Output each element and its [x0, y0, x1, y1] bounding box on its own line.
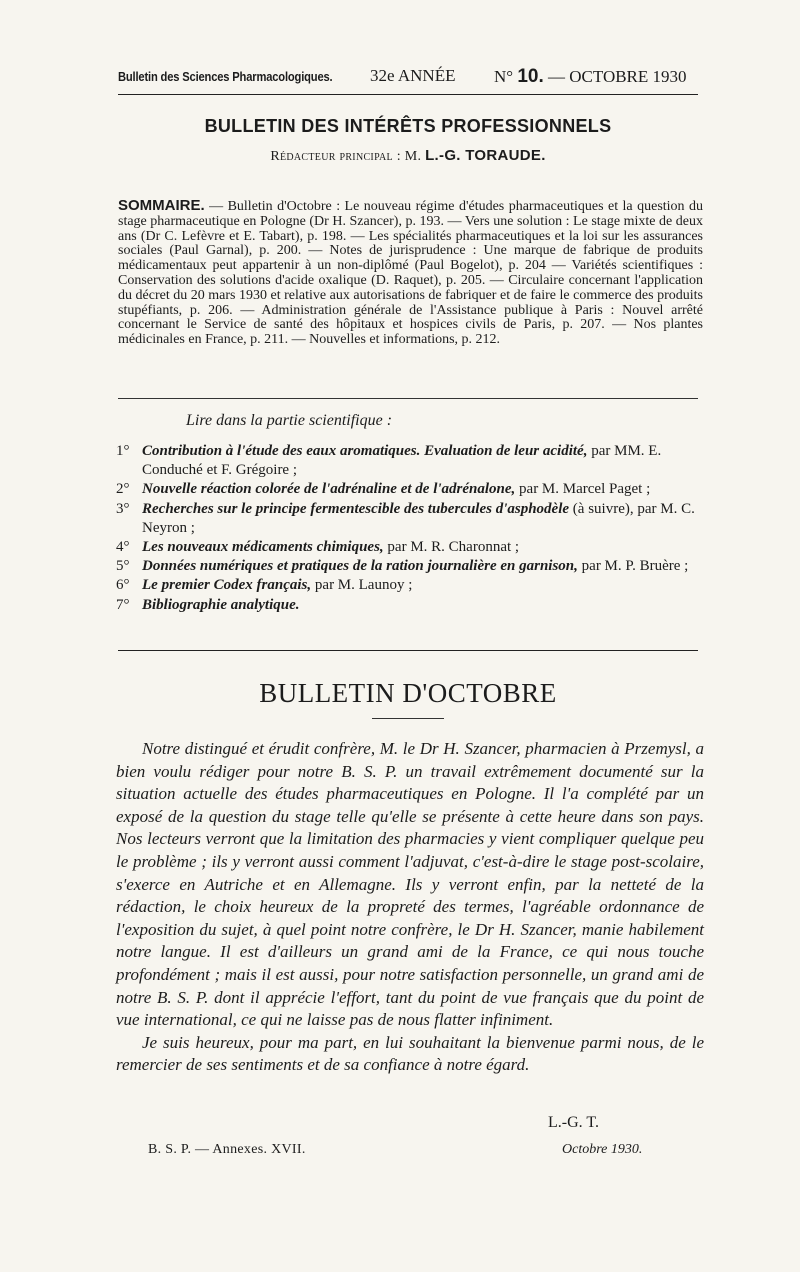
- sommaire-rule: [118, 398, 698, 399]
- list-item: [116, 500, 706, 538]
- item-number: 7°: [116, 596, 130, 613]
- article-signature: L.-G. T.: [548, 1114, 599, 1131]
- issue-number-prefix: N°: [494, 67, 514, 86]
- volume-year: 32e ANNÉE: [370, 66, 456, 85]
- sommaire-block: [118, 199, 703, 348]
- list-item: [116, 442, 706, 480]
- scientific-contents-list: [116, 442, 706, 615]
- item-title: Nouvelle réaction colorée de l'adrénaline et de l'adrénalone,: [142, 481, 516, 498]
- sommaire-text: — Bulletin d'Octobre : Le nouveau régime d'études pharmaceutiques et la question du stage pharmaceutique en Pologne (Dr H. Szancer), p. 193. — Vers une solution : Le stage mixte de deux ans (Dr C. Lefèvre et E. Tabart), p. 198. — Les spécialités pharmaceutiques et la loi sur les assurances sociales (Paul Garnal), p. 200. — Notes de jurisprudence : Une marque de fabrique de produits médicamentaux peut appartenir à un non-diplômé (Paul Bogelot), p. 204 — Variétés scientifiques : Conservation des solutions d'acide oxalique (D. Raquet), p. 205. — Circulaire concernant l'application du décret du 20 mars 1930 et relative aux autorisations de fabriquer et de faire le commerce des produits stupéfiants, p. 206. — Administration générale de l'Assistance publique à Paris : Nouvel arrêté concernant le Service de santé des hôpitaux et hospices civils de Paris, p. 207. — Nos plantes médicinales en France, p. 211. — Nouvelles et informations, p. 212.: [118, 199, 703, 348]
- item-number: 2°: [116, 481, 130, 498]
- item-title: Les nouveaux médicaments chimiques,: [142, 539, 384, 556]
- section-title: BULLETIN DES INTÉRÊTS PROFESSIONNELS: [204, 116, 612, 136]
- item-authors: par M. Marcel Paget ;: [515, 481, 651, 498]
- item-number: 6°: [116, 577, 130, 594]
- item-title: Bibliographie analytique.: [142, 596, 300, 613]
- footer-date-text: Octobre 1930.: [562, 1142, 643, 1157]
- issue-month: — OCTOBRE 1930: [548, 67, 687, 86]
- list-item: [116, 557, 706, 576]
- list-item: [116, 538, 706, 557]
- scientific-part-heading: Lire dans la partie scientifique :: [186, 412, 393, 429]
- journal-name: Bulletin des Sciences Pharmacologiques.: [118, 69, 333, 84]
- item-title: Le premier Codex français,: [142, 577, 312, 594]
- footer-date: [562, 1142, 642, 1158]
- article-paragraph: Je suis heureux, pour ma part, en lui souhaitant la bienvenue parmi nous, de le remercier de ses sentiments et de sa confiance à notre égard.: [116, 1032, 704, 1075]
- item-number: 5°: [116, 558, 130, 575]
- item-number: 4°: [116, 539, 130, 556]
- article-body: [116, 738, 704, 1077]
- item-authors: par M. P. Bruère ;: [577, 558, 689, 575]
- sommaire-label: SOMMAIRE.: [118, 197, 205, 214]
- running-header: [118, 66, 698, 90]
- item-title: Données numériques et pratiques de la ration journalière en garnison,: [142, 558, 578, 575]
- item-title: Contribution à l'étude des eaux aromatiques. Evaluation de leur acidité,: [142, 443, 588, 459]
- item-title: Recherches sur le principe fermentescible des tubercules d'asphodèle: [142, 500, 570, 517]
- item-authors: par M. Launoy ;: [311, 577, 413, 594]
- editor-line: [118, 147, 698, 165]
- article-paragraph: Notre distingué et érudit confrère, M. le Dr H. Szancer, pharmacien à Przemysl, a bien voulu rédiger pour notre B. S. P. un travail extrêmement documenté sur la situation actuelle des études pharmaceutiques en Pologne. Il l'a complété par un exposé de la question du stage telle qu'elle se présente à cette heure dans son pays. Nos lecteurs verront que la limitation des pharmacies y vient compliquer quelque peu le problème ; ils y verront aussi comment l'adjuvat, c'est-à-dire le stage post-scolaire, s'exerce en Autriche et en Allemagne. Ils y verront enfin, par la netteté de la rédaction, le choix heureux de la propreté des termes, l'agréable ordonnance de l'exposition du sujet, à quel point notre confrère, le Dr H. Szancer, manie habilement notre langue. Il est d'ailleurs un grand ami de la France, ce qui nous touche profondément ; mais il est aussi, pour notre satisfaction personnelle, un grand ami de notre B. S. P. dont il apprécie l'effort, tant du point de vue français que du point de vue international, ce qui ne laisse pas de nous flatter infiniment.: [116, 739, 704, 1030]
- issue-number-value: 10.: [517, 66, 544, 87]
- footer-annex: B. S. P. — Annexes. XVII.: [148, 1142, 306, 1157]
- issue-number: [494, 66, 687, 88]
- list-item: [116, 596, 706, 615]
- item-authors: par MM. E. Conduché et F. Grégoire ;: [142, 443, 662, 479]
- contents-rule: [118, 650, 698, 651]
- editor-name: L.-G. TORAUDE.: [425, 147, 546, 164]
- item-authors: (à suivre), par M. C. Neyron ;: [142, 500, 695, 536]
- list-item: [116, 480, 706, 499]
- header-rule: [118, 94, 698, 95]
- title-underline: [372, 718, 444, 719]
- item-authors: par M. R. Charonnat ;: [383, 539, 520, 556]
- item-number: 1°: [116, 443, 130, 459]
- item-number: 3°: [116, 500, 130, 517]
- editor-label: Rédacteur principal : M.: [270, 149, 422, 164]
- list-item: [116, 576, 706, 595]
- article-title: BULLETIN D'OCTOBRE: [259, 678, 557, 708]
